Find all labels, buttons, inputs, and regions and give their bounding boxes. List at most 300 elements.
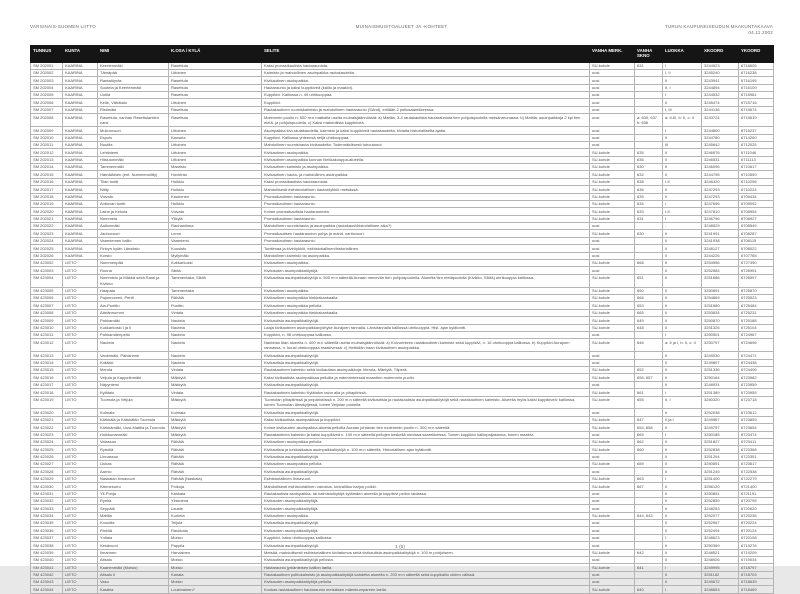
cell-ykoord: 6725231 [739,309,774,316]
cell-kunta: KAARINA [63,252,98,259]
cell-luokka: II [663,99,702,106]
cell-nimi: Näpyniemi [98,381,169,388]
cell-kunta: KAARINA [63,215,98,222]
cell-luokka: I [663,331,702,338]
cell-luokka: II [663,245,702,252]
cell-selite: Laaja kivikautinen asuinpaikkavyöhyke Aurajoen rannalla. Länsirannalla kalliossa uhrikuoppia. Hist. ajan kylätontti. [262,324,590,331]
cell-ykoord: 6716195 [739,77,774,84]
cell-vanha-merk: SU-kohde [590,549,635,556]
cell-tunnus: SM 423040 [31,556,63,563]
cell-xkoord: 3251336 [702,367,739,374]
table-row [31,564,774,571]
cell-vanha-skno [635,134,663,141]
cell-selite: Kuppikivi, kaksi uhrikuoppaa kalliossa. [262,534,590,541]
cell-xkoord: 3244226 [702,252,739,259]
cell-kunta: LIETO [63,571,98,578]
cell-xkoord: 3248931 [702,381,739,388]
cell-kunta: LIETO [63,431,98,438]
cell-luokka: II [663,424,702,431]
cell-luokka: I [663,200,702,207]
cell-ykoord: 6723859 [739,416,774,423]
cell-tunnus: SM 423036 [31,527,63,534]
cell-luokka: II [663,274,702,287]
cell-xkoord: 3249797 [702,424,739,431]
table-row [31,446,774,453]
cell-vanha-skno: 639 [635,193,663,200]
cell-nimi: Hiisiuunimäki [98,156,169,163]
cell-vanha-merk: SU-kohde [590,475,635,482]
table-row [31,259,774,266]
cell-tunnus: SM 423029 [31,475,63,482]
cell-xkoord: 3245240 [702,69,739,76]
cell-vanha-merk: uusi [590,409,635,416]
cell-vanha-skno: 666 [635,295,663,302]
cell-luokka: I [663,62,702,69]
table-row [31,127,774,134]
cell-ykoord: 6719276 [739,542,774,549]
cell-xkoord: 3248623 [702,534,739,541]
cell-kyla: Kuusisto [169,245,262,252]
cell-luokka: II [663,237,702,244]
cell-nimi: Mukunvuori [98,127,169,134]
cell-selite: Rautakautisia asuinpaikka- tai kalmistolöytöjä kylämäen alueella ja kuppikivi pellon laidassa. [262,490,590,497]
cell-tunnus: SM 202020 [31,208,63,215]
cell-selite: Pronssikautinen hautaraunio. [262,237,590,244]
cell-kyla: Kausela [169,134,262,141]
cell-tunnus: SM 423028 [31,468,63,475]
cell-kyla: Kaukonen [169,193,262,200]
cell-xkoord: 3250797 [702,339,739,352]
cell-luokka: II ja I [663,416,702,423]
cell-vanha-merk: SU-kohde [590,586,635,593]
cell-vanha-skno: 632 [635,171,663,178]
cell-xkoord: 3250891 [702,287,739,294]
cell-kunta: LIETO [63,416,98,423]
cell-vanha-merk: uusi [590,223,635,230]
table-row [31,396,774,409]
cell-tunnus: SM 202012 [31,149,63,156]
cell-nimi: Naskalan linnavuori [98,475,169,482]
cell-ykoord: 6718797 [739,564,774,571]
cell-ykoord: 6708927 [739,215,774,222]
cell-vanha-merk: SU-kohde [590,512,635,519]
cell-ykoord: 6710224 [739,186,774,193]
cell-selite: Kivikautinen hauta- ja mahdollinen asuinpaikka. [262,171,590,178]
table-row [31,208,774,215]
table-row [31,520,774,527]
cell-luokka: II [663,359,702,366]
table-row [31,453,774,460]
cell-selite: Mahdollinen ruumishauta kivikaudelta. Todennäköisesti tuhoutunut. [262,141,590,148]
cell-nimi: Kukkarkoski I ja II [98,324,169,331]
cell-nimi: Rasettula, vanhan Rasettulantien varsi [98,114,169,127]
table-row [31,409,774,416]
cell-vanha-skno: 630 [635,230,663,237]
cell-ykoord: 6712025 [739,141,774,148]
cell-nimi: Hämäläinen (ent. Nummenniitty) [98,171,169,178]
cell-luokka: II [663,527,702,534]
cell-tunnus: SM 423022 [31,424,63,431]
cell-vanha-merk: SU-kohde [590,396,635,409]
cell-tunnus: SM 423002 [31,259,63,266]
cell-xkoord: 3247293 [702,193,739,200]
cell-vanha-merk: SU-kohde [590,564,635,571]
table-row [31,287,774,294]
cell-nimi: Laine ja Kekola [98,208,169,215]
cell-luokka: - [663,223,702,230]
table-row [31,512,774,519]
cell-ykoord: 6709434 [739,193,774,200]
cell-vanha-merk: uusi [590,106,635,113]
cell-tunnus: SM 423014 [31,359,63,366]
cell-kyla: Kanala [169,571,262,578]
cell-kunta: LIETO [63,520,98,527]
table-row [31,483,774,490]
cell-nimi: Antiovan tontti [98,200,169,207]
cell-vanha-skno [635,381,663,388]
table-row [31,62,774,69]
cell-tunnus: SM 423013 [31,352,63,359]
cell-kyla: Teijula [169,520,262,527]
cell-vanha-merk: SU-kohde [590,416,635,423]
cell-vanha-skno: 656, 657 [635,374,663,381]
cell-xkoord: 3251389 [702,389,739,396]
cell-xkoord: 3248926 [702,556,739,563]
cell-tunnus: SM 202021 [31,215,63,222]
cell-vanha-skno: 652 [635,367,663,374]
cell-luokka: II [663,483,702,490]
cell-kyla: Rasettula [169,92,262,99]
cell-luokka: II [663,302,702,309]
cell-selite: Kuppikivi, n. 98 uhrikuoppaa kalliossa. [262,331,590,338]
cell-selite: Kaksi kivikautista asuinpaikkaa pelloilla ja mäenrinteessä maantien molemmin puolin. [262,374,590,381]
cell-xkoord: 3243724 [702,114,739,127]
cell-selite: Kivikautinen asuinpaikka hiekkakankaalla. [262,309,590,316]
table-row [31,374,774,381]
cell-kyla: Hulkkio [169,186,262,193]
cell-nimi: Jauhovuori [98,230,169,237]
cell-vanha-skno: 665 [635,309,663,316]
cell-kunta: KAARINA [63,193,98,200]
cell-vanha-skno: 647 [635,416,663,423]
cell-selite: Mahdollinen ruumishauta ja asuinpaikka (rautakausi/historiallinen aika?) [262,223,590,230]
cell-ykoord: 6723654 [739,424,774,431]
cell-luokka: II [663,468,702,475]
cell-kunta: KAARINA [63,200,98,207]
cell-tunnus: SM 423039 [31,549,63,556]
table-row [31,230,774,237]
table-row [31,200,774,207]
cell-ykoord: 6720236 [739,512,774,519]
cell-vanha-merk: uusi [590,381,635,388]
cell-nimi: Keertenmäki [98,62,169,69]
cell-luokka: I [663,127,702,134]
cell-selite: Kolme pronssikautista hautarauniota. [262,208,590,215]
table-row [31,164,774,171]
cell-ykoord: 6723617 [739,461,774,468]
cell-kunta: KAARINA [63,230,98,237]
cell-kyla: Rähälä [169,438,262,445]
cell-tunnus: SM 202022 [31,223,63,230]
cell-tunnus: SM 202026 [31,252,63,259]
cell-selite: Kivikautinen asuinpaikka pellolla. [262,302,590,309]
cell-vanha-merk: uusi [590,237,635,244]
cell-ykoord: 6723474 [739,431,774,438]
cell-tunnus: SM 423027 [31,461,63,468]
cell-nimi: Nummenpää [98,259,169,266]
cell-luokka: II [663,497,702,504]
cell-kyla: Sikilä [169,267,262,274]
cell-kunta: KAARINA [63,69,98,76]
table-row [31,431,774,438]
cell-luokka: I [663,92,702,99]
cell-kunta: KAARINA [63,106,98,113]
cell-vanha-merk: uusi [590,141,635,148]
table-row [31,267,774,274]
cell-tunnus: SM 423019 [31,396,63,409]
cell-vanha-skno [635,127,663,134]
cell-selite: Kivikautinen asuinpaikka. [262,259,590,266]
cell-nimi: Hulkkunanmäki [98,431,169,438]
cell-tunnus: SM 202009 [31,127,63,134]
cell-vanha-merk: uusi [590,497,635,504]
cell-xkoord: 3249807 [702,359,739,366]
table-row [31,245,774,252]
cell-kyla: Nautela [169,324,262,331]
cell-nimi: Aitsalo [98,556,169,563]
cell-nimi: Yli-Pohja [98,490,169,497]
cell-ykoord: 6724967 [739,331,774,338]
cell-selite: Kolme kivikauden asuinpaikka-aluetta pelloilla Auraan johtavan tien molemmin puolin n. 300 m:n säteellä. [262,424,590,431]
cell-kunta: LIETO [63,475,98,482]
cell-kyla: Nautela [169,331,262,338]
cell-tunnus: SM 202013 [31,156,63,163]
cell-luokka: II, I [663,84,702,91]
plan-date: 04.11.2002 [748,29,773,35]
cell-ykoord: 6725523 [739,295,774,302]
cell-xkoord: 3243941 [702,77,739,84]
cell-vanha-merk: SU-kohde [590,446,635,453]
cell-xkoord: 3252494 [702,527,739,534]
cell-selite: Kivikautisia asuinpaikkalöytöjä. [262,352,590,359]
table-row [31,424,774,431]
cell-kunta: LIETO [63,367,98,374]
cell-selite: Kaksi pronssikautista hautarauniota. [262,62,590,69]
cell-selite: Kuppikivi. [262,99,590,106]
cell-xkoord: 3254869 [702,295,739,302]
cell-ykoord: 6715981 [739,92,774,99]
cell-luokka: II [663,317,702,324]
cell-vanha-merk: uusi [590,84,635,91]
cell-vanha-skno: 636 [635,156,663,163]
cell-vanha-merk: uusi [590,571,635,578]
cell-vanha-skno: 630 [635,164,663,171]
sites-table [30,45,774,594]
table-row [31,505,774,512]
cell-xkoord: 3251827 [702,438,739,445]
cell-selite: Kivikautisia asuinpaikkalöytöjä. [262,468,590,475]
cell-kunta: LIETO [63,259,98,266]
cell-xkoord: 3251400 [702,475,739,482]
cell-vanha-skno [635,556,663,563]
cell-luokka: I [663,534,702,541]
cell-xkoord: 3250501 [702,331,739,338]
cell-xkoord: 3251580 [702,302,739,309]
cell-tunnus: SM 423042 [31,571,63,578]
cell-selite: Asuinpaikka kivi-rautakaudelta, kalmisto ja kaksi kuppikiveä rautakaudelta, kiviaita historialliselta ajalta. [262,127,590,134]
cell-kyla: Voivala [169,208,262,215]
cell-kunta: LIETO [63,302,98,309]
table-row [31,77,774,84]
cell-vanha-skno: 638 [635,178,663,185]
plan-name: TURUN KAUPUNKISEUDUN MAAKUNTAKAAVA [664,24,773,29]
cell-vanha-merk: uusi [590,245,635,252]
cell-selite: Kivikautinen kalmisto ja asuinpaikka. [262,164,590,171]
cell-ykoord: 6718639 [739,579,774,586]
cell-vanha-skno [635,527,663,534]
cell-tunnus: SM 423021 [31,416,63,423]
cell-vanha-merk: SU-kohde [590,339,635,352]
cell-selite: Mahdollisesti esihistoriallinen varustus, kivivallitus harjun poikki. [262,483,590,490]
cell-kunta: LIETO [63,534,98,541]
cell-xkoord: 3246096 [702,164,739,171]
cell-selite: Molemmin puolin n. 500 m:n matkalla useita muinaisjäännöksiä: a) Mattila, 3-4 rautakautista hautarauniota tien pohjoispuolella metsänreunassa. b) Mattila, asuinpaikkoja 2 kpl tien etelä- ja pohjoispuolella. c) Kaksi mahdollista kuppikiveä. [262,114,590,127]
cell-selite: Kivikautisia asuinpaikkalöytöjä. [262,542,590,549]
cell-selite: Rautakautinen kalmisto ja kaksi kuppikiveä n. 100 m:n säteellä peltojen keskellä olevissa saarekkeissa. Toinen kuppikivi kalliopaljastuma, toinen maakivi. [262,431,590,438]
cell-vanha-merk: SU-kohde [590,424,635,431]
cell-kyla: Rasettula [169,114,262,127]
cell-xkoord: 3247810 [702,208,739,215]
cell-vanha-skno: 636 [635,186,663,193]
cell-selite: Rautakautinen kalmisto Kylätalon talon alla ja pihapiirissä. [262,389,590,396]
cell-vanha-skno: 649 [635,317,663,324]
cell-ykoord: 6707765 [739,252,774,259]
cell-luokka: II [663,461,702,468]
cell-nimi: Nuutila [98,141,169,148]
cell-kunta: KAARINA [63,237,98,244]
cell-vanha-skno: 633 [635,208,663,215]
cell-tunnus: SM 202002 [31,69,63,76]
cell-selite: Kivikauden asuinpaikkalöytöjä. [262,267,590,274]
cell-nimi: Niitty [98,186,169,193]
cell-ykoord: 6725188 [739,317,774,324]
cell-ykoord: 6721191 [739,490,774,497]
cell-kunta: LIETO [63,287,98,294]
cell-selite: Kivikautisia asuinpaikkalöytöjä. [262,453,590,460]
cell-xkoord: 3244894 [702,84,739,91]
cell-vanha-merk: SU-kohde [590,438,635,445]
cell-tunnus: SM 423008 [31,309,63,316]
cell-kyla: Littoinen [169,156,262,163]
cell-selite: Kuppikivi. Kalliossa yhteensä neljä uhrikuoppaa. [262,134,590,141]
cell-selite: Kivikautinen asuinpaikka. [262,77,590,84]
column-header-kunta: KUNTA [63,46,98,63]
cell-nimi: Pahkamäki [98,317,169,324]
cell-tunnus: SM 202001 [31,62,63,69]
cell-luokka: II [663,252,702,259]
cell-nimi: Merola [98,367,169,374]
cell-luokka: II [663,186,702,193]
cell-vanha-skno: 660 [635,446,663,453]
cell-vanha-merk: uusi [590,520,635,527]
cell-nimi: Seppälä [98,505,169,512]
cell-selite: Kivikautisia ja keskiaikaisia asuinpaikkalöytöjä n. 100 m:n säteellä. Historiallisen ajan kylätontti. [262,446,590,453]
cell-vanha-merk: uusi [590,534,635,541]
table-row [31,359,774,366]
column-header-tunnus: TUNNUS [31,46,63,63]
cell-xkoord: 3252077 [702,512,739,519]
cell-xkoord: 3251245 [702,468,739,475]
cell-selite: Kuppikivi. Kalliossa n. 49 uhrikuoppaa. [262,92,590,99]
cell-ykoord: 6720108 [739,534,774,541]
cell-tunnus: SM 423043 [31,579,63,586]
cell-vanha-skno [635,534,663,541]
cell-tunnus: SM 202023 [31,230,63,237]
cell-vanha-skno [635,579,663,586]
cell-ykoord: 6711113 [739,156,774,163]
cell-ykoord: 6718469 [739,586,774,593]
cell-xkoord: 3247293 [702,186,739,193]
cell-tunnus: SM 423035 [31,520,63,527]
cell-luokka: II [663,409,702,416]
cell-luokka: II [663,230,702,237]
table-row [31,69,774,76]
table-row [31,416,774,423]
table-row [31,331,774,338]
cell-nimi: Liukas [98,461,169,468]
cell-luokka: II [663,156,702,163]
cell-vanha-merk: uusi [590,527,635,534]
cell-vanha-skno: 662 [635,438,663,445]
cell-xkoord: 3245474 [702,99,739,106]
table-row [31,367,774,374]
cell-kyla: Rähälä [169,295,262,302]
cell-ykoord: 6708954 [739,208,774,215]
cell-kunta: LIETO [63,324,98,331]
table-row [31,556,774,563]
cell-selite: Kivikautisia asuinpaikkalöytöjä. [262,317,590,324]
column-header-vanha-merk: VANHA MERK. [590,46,635,63]
cell-luokka: II [663,520,702,527]
cell-vanha-skno [635,409,663,416]
cell-luokka: a: II-III, b: II, c: II [663,114,702,127]
table-row [31,141,774,148]
cell-xkoord: 3248653 [702,586,739,593]
cell-tunnus: SM 202019 [31,200,63,207]
cell-luokka: II [663,193,702,200]
cell-vanha-merk: SU-kohde [590,193,635,200]
cell-selite: Kivikautisia asuinpaikkalöytöjä. [262,409,590,416]
cell-tunnus: SM 423011 [31,331,63,338]
cell-nimi: Kastela [98,586,169,593]
cell-kyla: Moisio [169,556,262,563]
cell-nimi: Aitsalo II [98,571,169,578]
cell-xkoord: 3244532 [702,92,739,99]
table-body [31,62,774,593]
cell-tunnus: SM 202014 [31,164,63,171]
cell-ykoord: 6723982 [739,374,774,381]
table-row [31,106,774,113]
cell-luokka: II [663,490,702,497]
cell-vanha-skno: 659 [635,461,663,468]
cell-xkoord: 3244780 [702,134,739,141]
cell-selite: Pronssikautinen hautaraunio. [262,193,590,200]
cell-kyla: Mäkkylä [169,431,262,438]
table-row [31,389,774,396]
cell-selite: Mahdollinen kalmisto tai asuinpaikka. [262,252,590,259]
cell-nimi: Pahkamäenpelto [98,331,169,338]
cell-ykoord: 6711046 [739,149,774,156]
